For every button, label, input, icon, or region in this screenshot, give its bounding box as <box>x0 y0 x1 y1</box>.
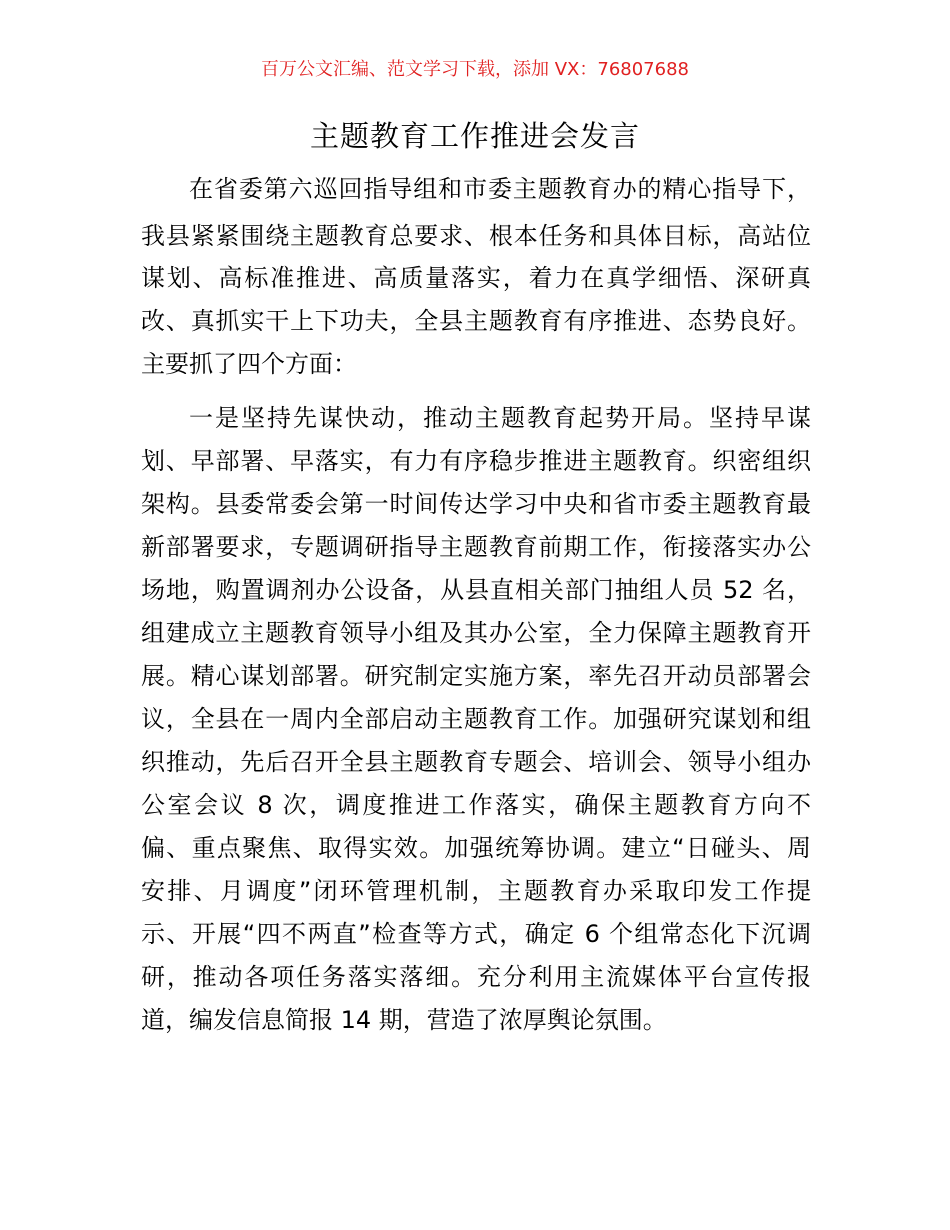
page-title: 主题教育工作推进会发言 <box>309 119 640 153</box>
paragraph-2-line-13: 示、开展“四不两直”检查等方式，确定 6 个组常态化下沉调 <box>141 920 811 948</box>
paragraph-2-line-8: 议，全县在一周内全部启动主题教育工作。加强研究谋划和组 <box>141 705 811 733</box>
paragraph-2-line-5: 场地，购置调剂办公设备，从县直相关部门抽组人员 52 名， <box>141 576 811 604</box>
paragraph-2-line-11: 偏、重点聚焦、取得实效。加强统筹协调。建立“日碰头、周 <box>141 834 811 862</box>
paragraph-2-line-15: 道，编发信息简报 14 期，营造了浓厚舆论氛围。 <box>141 1006 667 1034</box>
paragraph-1-line-3: 谋划、高标准推进、高质量落实，着力在真学细悟、深研真 <box>141 264 811 292</box>
header-watermark: 百万公文汇编、范文学习下载，添加 VX：76807688 <box>261 59 689 80</box>
paragraph-2-line-12: 安排、月调度”闭环管理机制，主题教育办采取印发工作提 <box>141 877 811 905</box>
paragraph-1-line-4: 改、真抓实干上下功夫，全县主题教育有序推进、态势良好。 <box>141 307 811 335</box>
paragraph-2-line-9: 织推动，先后召开全县主题教育专题会、培训会、领导小组办 <box>141 748 811 776</box>
paragraph-2-line-2: 划、早部署、早落实，有力有序稳步推进主题教育。织密组织 <box>141 447 811 475</box>
paragraph-2-line-10: 公室会议 8 次，调度推进工作落实，确保主题教育方向不 <box>141 791 811 819</box>
paragraph-2-line-6: 组建成立主题教育领导小组及其办公室，全力保障主题教育开 <box>141 619 811 647</box>
paragraph-2-line-7: 展。精心谋划部署。研究制定实施方案，率先召开动员部署会 <box>141 662 811 690</box>
paragraph-1-line-1: 在省委第六巡回指导组和市委主题教育办的精心指导下， <box>189 175 811 203</box>
paragraph-2-line-14: 研，推动各项任务落实落细。充分利用主流媒体平台宣传报 <box>141 963 811 991</box>
paragraph-1-line-2: 我县紧紧围绕主题教育总要求、根本任务和具体目标，高站位 <box>141 222 811 250</box>
paragraph-2-line-3: 架构。县委常委会第一时间传达学习中央和省市委主题教育最 <box>141 490 811 518</box>
paragraph-1-line-5: 主要抓了四个方面： <box>141 350 357 378</box>
paragraph-2-line-4: 新部署要求，专题调研指导主题教育前期工作，衔接落实办公 <box>141 533 811 561</box>
paragraph-2-line-1: 一是坚持先谋快动，推动主题教育起势开局。坚持早谋 <box>189 404 811 432</box>
